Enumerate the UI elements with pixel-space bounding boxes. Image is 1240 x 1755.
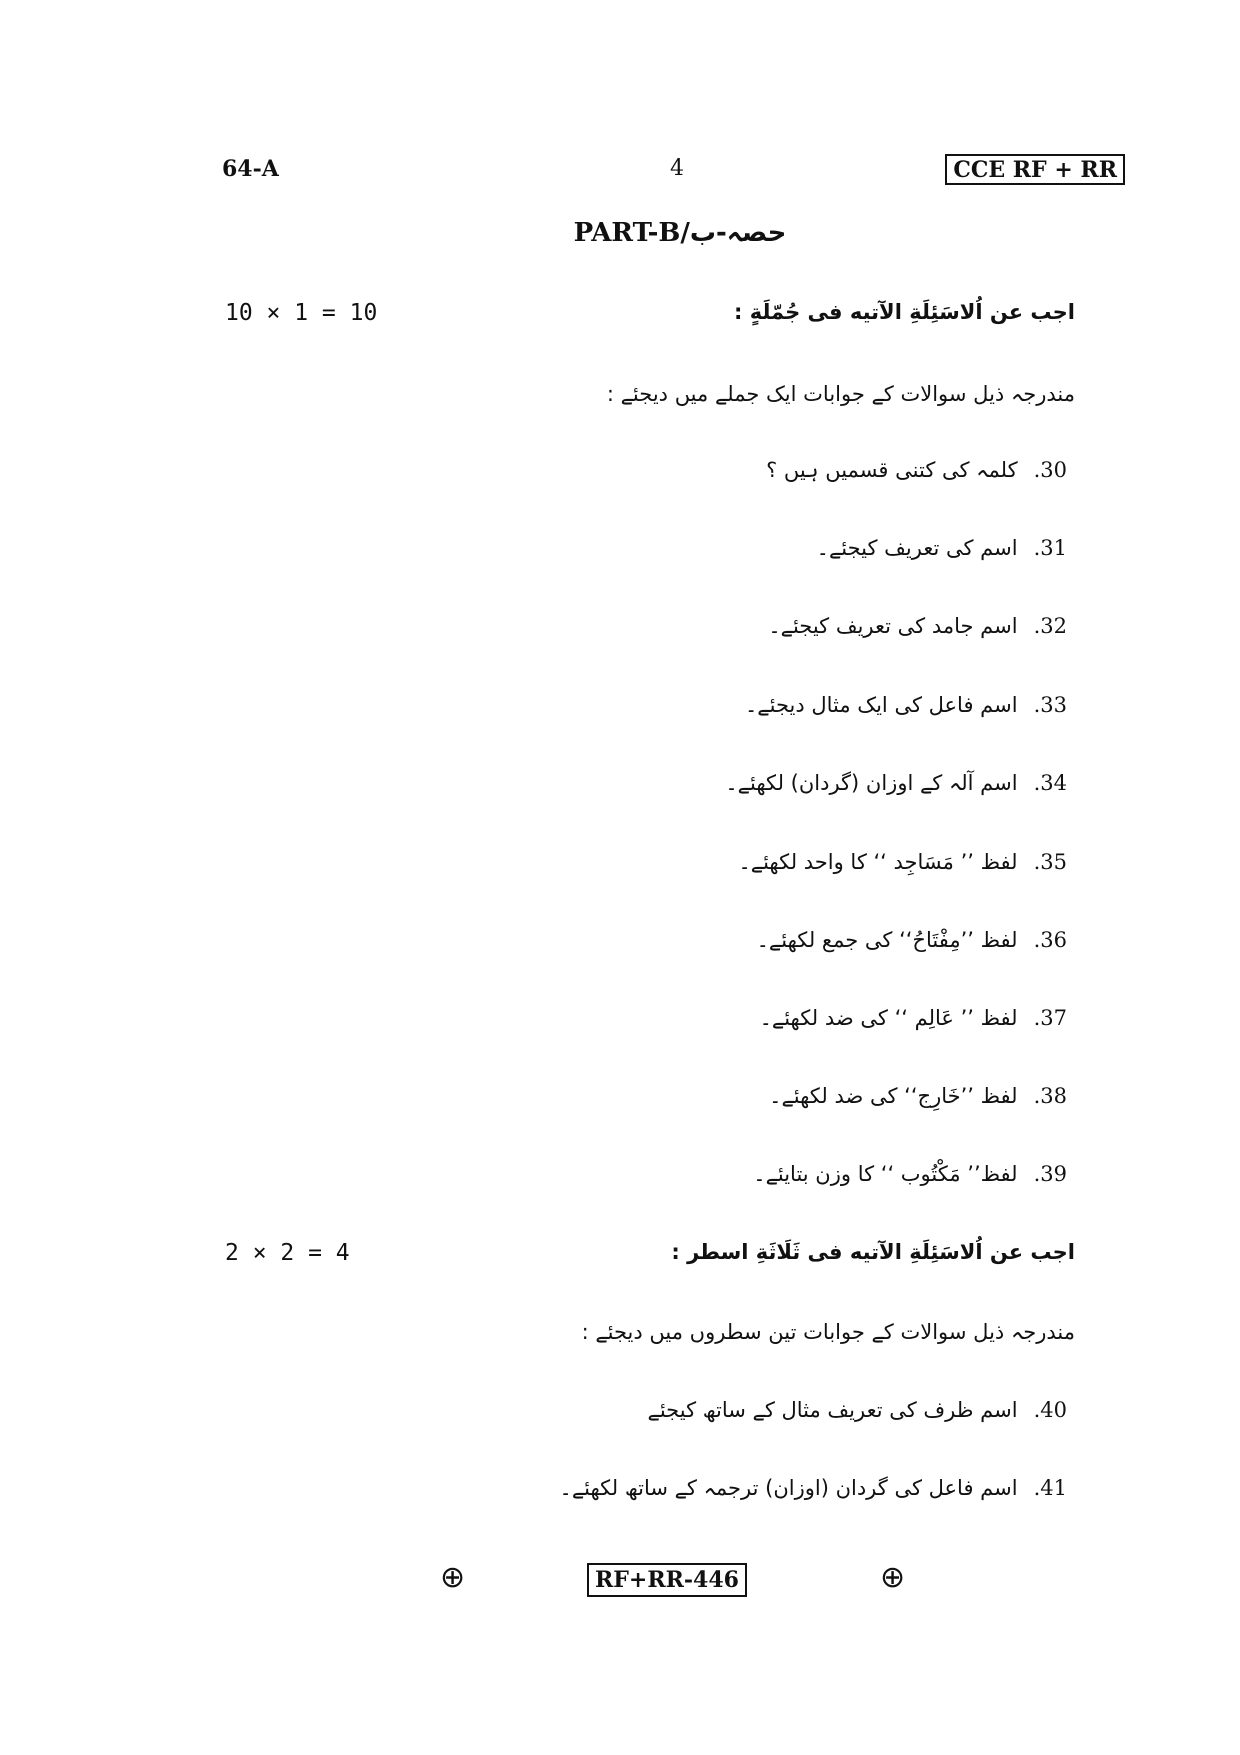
question-number: 41. bbox=[1033, 1476, 1067, 1500]
exam-code: CCE RF + RR bbox=[945, 154, 1125, 185]
question-number: 34. bbox=[1033, 771, 1067, 795]
question-text: لفظ’’ مَکْتُوب ‘‘ کا وزن بتایئے۔ bbox=[753, 1162, 1018, 1186]
question-text: اسم ظرف کی تعریف مثال کے ساتھ کیجئے bbox=[647, 1398, 1018, 1422]
question-37 bbox=[760, 1006, 1067, 1030]
question-number: 38. bbox=[1033, 1084, 1067, 1108]
question-text: اسم فاعل کی ایک مثال دیجئے۔ bbox=[745, 693, 1018, 717]
question-text: لفظ ’’مِفْتَاحُ‘‘ کی جمع لکھئے۔ bbox=[756, 928, 1018, 952]
registration-mark-right: ⊕ bbox=[880, 1560, 906, 1595]
question-number: 32. bbox=[1033, 614, 1067, 638]
part-title-english: PART-B/ bbox=[573, 218, 690, 248]
question-text: اسم آلہ کے اوزان (گردان) لکھئے۔ bbox=[725, 771, 1018, 795]
section1-instruction-urdu: مندرجہ ذیل سوالات کے جوابات ایک جملے میں دیجئے : bbox=[606, 382, 1075, 406]
part-title-urdu: حصہ-ب bbox=[689, 218, 787, 248]
footer-code: RF+RR-446 bbox=[587, 1563, 747, 1597]
question-text: اسم جامد کی تعریف کیجئے۔ bbox=[768, 614, 1018, 638]
question-40 bbox=[648, 1398, 1067, 1422]
question-number: 40. bbox=[1033, 1398, 1067, 1422]
question-number: 37. bbox=[1033, 1006, 1067, 1030]
question-text: اسم کی تعریف کیجئے۔ bbox=[816, 536, 1018, 560]
section2-instruction-urdu: مندرجہ ذیل سوالات کے جوابات تین سطروں میں دیجئے : bbox=[581, 1320, 1075, 1344]
question-text: کلمہ کی کتنی قسمیں ہیں ؟ bbox=[766, 458, 1018, 482]
question-31 bbox=[817, 536, 1067, 560]
question-number: 33. bbox=[1033, 693, 1067, 717]
section1-marks: 10 × 1 = 10 bbox=[225, 300, 378, 326]
question-39 bbox=[753, 1162, 1067, 1186]
part-title bbox=[0, 218, 1240, 248]
section1-instruction-arabic: اجب عن اُلاسَئِلَةِ الآتیه فی جُمّلَةٍ : bbox=[734, 300, 1075, 324]
paper-code: 64-A bbox=[222, 156, 279, 182]
section2-marks: 2 × 2 = 4 bbox=[225, 1240, 350, 1266]
question-30 bbox=[766, 458, 1067, 482]
question-text: لفظ ’’ عَالِم ‘‘ کی ضد لکھئے۔ bbox=[759, 1006, 1018, 1030]
question-33 bbox=[745, 693, 1067, 717]
question-number: 31. bbox=[1033, 536, 1067, 560]
question-text: لفظ ’’خَارِج‘‘ کی ضد لکھئے۔ bbox=[769, 1084, 1018, 1108]
question-number: 39. bbox=[1033, 1162, 1067, 1186]
question-34 bbox=[725, 771, 1067, 795]
page-number: 4 bbox=[670, 156, 684, 181]
question-38 bbox=[769, 1084, 1067, 1108]
question-number: 30. bbox=[1033, 458, 1067, 482]
section2-instruction-arabic: اجب عن اُلاسَئِلَةِ الآتیه فی ثَلَاثَةِ اسطر : bbox=[671, 1240, 1075, 1264]
registration-mark-left: ⊕ bbox=[440, 1560, 466, 1595]
question-number: 36. bbox=[1033, 928, 1067, 952]
question-35 bbox=[738, 850, 1067, 874]
question-36 bbox=[757, 928, 1067, 952]
question-32 bbox=[768, 614, 1067, 638]
question-41 bbox=[560, 1476, 1067, 1500]
question-text: اسم فاعل کی گردان (اوزان) ترجمہ کے ساتھ لکھئے۔ bbox=[559, 1476, 1018, 1500]
question-number: 35. bbox=[1033, 850, 1067, 874]
question-text: لفظ ’’ مَسَاجِد ‘‘ کا واحد لکھئے۔ bbox=[738, 850, 1018, 874]
